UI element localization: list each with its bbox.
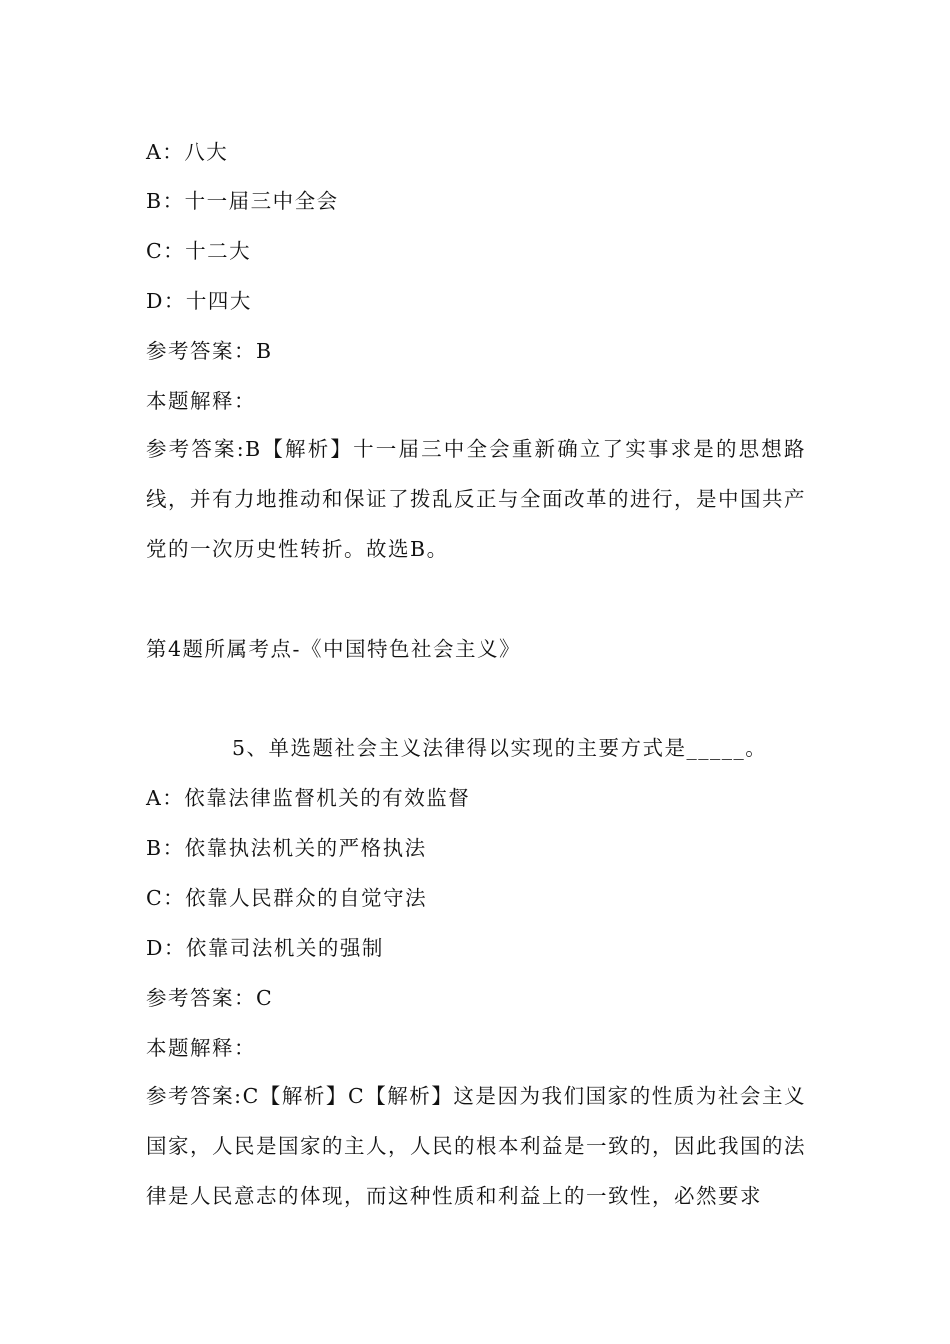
q4-option-c: C：十二大 [146, 239, 252, 263]
q5-option-c: C：依靠人民群众的自觉守法 [146, 886, 428, 910]
q5-explanation: 参考答案:C【解析】C【解析】这是因为我们国家的性质为社会主义国家，人民是国家的主人，人民的根本利益是一致的，因此我国的法律是人民意志的体现，而这种性质和利益上的一致性，必然要求 [146, 1084, 806, 1208]
q5-explain-label: 本题解释： [146, 1036, 256, 1060]
q4-option-b: B：十一届三中全会 [146, 189, 339, 213]
q4-topic: 第4题所属考点-《中国特色社会主义》 [146, 637, 521, 661]
q5-option-d: D：依靠司法机关的强制 [146, 936, 384, 960]
q4-option-a: A：八大 [146, 140, 229, 164]
q5-option-a: A：依靠法律监督机关的有效监督 [146, 786, 471, 810]
q4-explain-label: 本题解释： [146, 389, 256, 413]
q4-option-d: D：十四大 [146, 289, 252, 313]
q4-explanation: 参考答案:B【解析】十一届三中全会重新确立了实事求是的思想路线，并有力地推动和保证了拨乱反正与全面改革的进行，是中国共产党的一次历史性转折。故选B。 [146, 437, 806, 561]
q4-answer: 参考答案：B [146, 339, 273, 363]
q5-question: 5、单选题社会主义法律得以实现的主要方式是_____。 [232, 736, 768, 760]
q5-answer: 参考答案：C [146, 986, 274, 1010]
q5-option-b: B：依靠执法机关的严格执法 [146, 836, 427, 860]
